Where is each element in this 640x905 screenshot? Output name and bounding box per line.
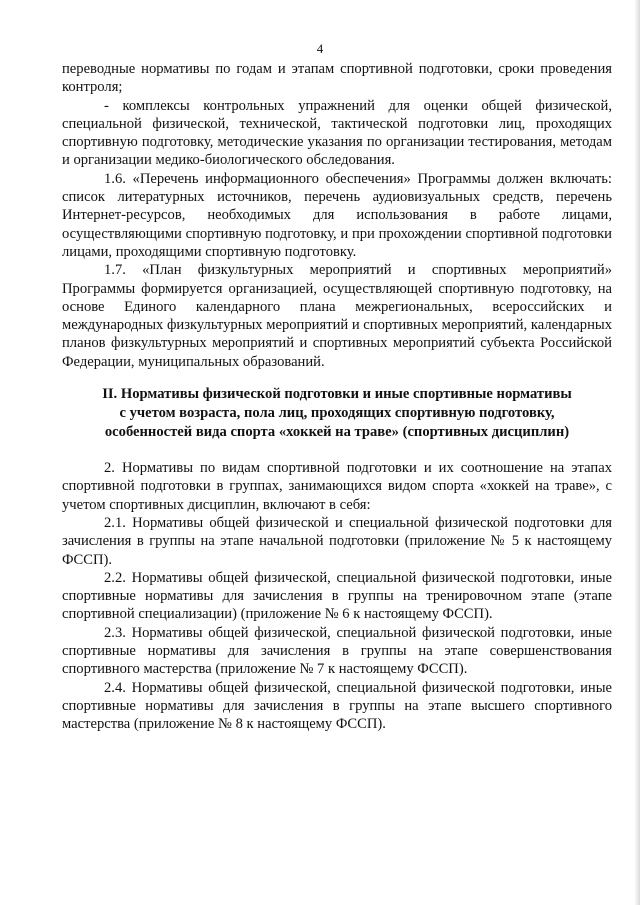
paragraph-information-support: 1.6. «Перечень информационного обеспечения» Программы должен включать: список литературных источников, перечень аудиовизуальных средств, перечень Интернет-ресурсов, необходимых для использования в работе лицами, осуществляющими спортивную подготовку, и при прохождении спортивной подготовки лицами, проходящими спортивную подготовку.: [62, 170, 612, 260]
section-heading: [62, 385, 612, 442]
paragraph-norms-overview: 2. Нормативы по видам спортивной подготовки и их соотношение на этапах спортивной подготовки в группах, занимающихся видом спорта «хоккей на траве», с учетом спортивных дисциплин, включают в себя:: [62, 460, 612, 513]
paragraph-events-plan: 1.7. «План физкультурных мероприятий и спортивных мероприятий» Программы формируется организацией, осуществляющей спортивную подготовку, на основе Единого календарного плана межрегиональных, всероссийских и международных физкультурных мероприятий и спортивных мероприятий, календарных планов физкультурных мероприятий и спортивных мероприятий субъекта Российской Федерации, муниципальных образований.: [62, 262, 613, 370]
paragraph-assessment-norms: переводные нормативы по годам и этапам спортивной подготовки, сроки проведения контроля;: [62, 61, 612, 96]
paragraph-control-exercises: - комплексы контрольных упражнений для оценки общей физической, специальной физической, технической, тактической подготовки лиц, проходящих спортивную подготовку, методические указания по организации тестирования, методам и организации медико-биологического обследования.: [62, 97, 612, 169]
document-body: [62, 60, 612, 734]
section-heading-line-3: особенностей вида спорта «хоккей на траве» (спортивных дисциплин): [104, 424, 570, 441]
paragraph-norms-improvement-stage: 2.3. Нормативы общей физической, специальной физической подготовки, иные спортивные нормативы для зачисления в группы на этапе совершенствования спортивного мастерства (приложение № 7 к настоящему ФССП).: [62, 624, 612, 678]
paragraph-norms-highest-stage: 2.4. Нормативы общей физической, специальной физической подготовки, иные спортивные нормативы для зачисления в группы на этапе высшего спортивного мастерства (приложение № 8 к настоящему ФССП).: [62, 679, 612, 733]
page-number: 4: [316, 41, 324, 56]
section-heading-line-1: II. Нормативы физической подготовки и иные спортивные нормативы: [102, 386, 572, 403]
scan-edge-shadow: [634, 0, 640, 905]
paragraph-norms-initial-stage: 2.1. Нормативы общей физической и специальной физической подготовки для зачисления в группы на этапе начальной подготовки (приложение № 5 к настоящему ФССП).: [62, 514, 612, 568]
section-heading-line-2: с учетом возраста, пола лиц, проходящих спортивную подготовку,: [119, 405, 555, 422]
paragraph-norms-training-stage: 2.2. Нормативы общей физической, специальной физической подготовки, иные спортивные нормативы для зачисления в группы на тренировочном этапе (этапе спортивной специализации) (приложение № 6 к настоящему ФССП).: [62, 569, 612, 623]
